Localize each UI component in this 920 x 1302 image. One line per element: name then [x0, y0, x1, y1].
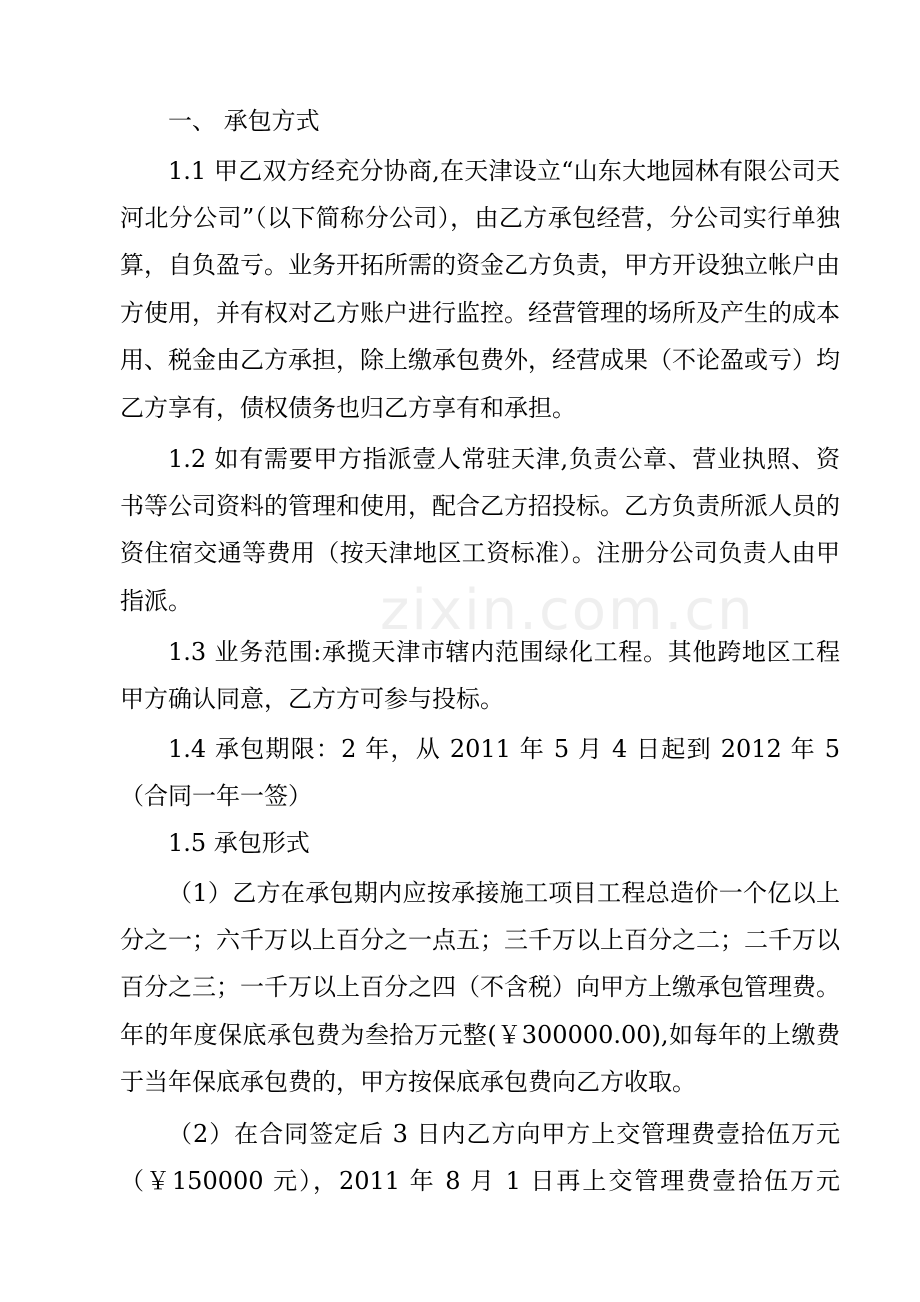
- paragraph-line: 方使用，并有权对乙方账户进行监控。经营管理的场所及产生的成本: [120, 299, 840, 327]
- paragraph-line: （2）在合同签定后 3 日内乙方向甲方上交管理费壹拾伍万元: [168, 1120, 840, 1148]
- paragraph-line: （合同一年一签）: [120, 782, 312, 810]
- paragraph-line: 1.1 甲乙双方经充分协商,在天津设立“山东大地园林有限公司天: [168, 157, 840, 185]
- paragraph-line: 1.3 业务范围:承揽天津市辖内范围绿化工程。其他跨地区工程: [168, 638, 840, 666]
- subheading: 1.5 承包形式: [168, 829, 310, 857]
- paragraph-line: 河北分公司”（以下简称分公司），由乙方承包经营，分公司实行单独: [120, 204, 840, 232]
- paragraph-line: 1.4 承包期限：2 年，从 2011 年 5 月 4 日起到 2012 年 5: [168, 735, 840, 763]
- paragraph-line: 用、税金由乙方承担，除上缴承包费外，经营成果（不论盈或亏）均: [120, 346, 840, 374]
- paragraph-line: 百分之三；一千万以上百分之四（不含税）向甲方上缴承包管理费。: [120, 973, 840, 1001]
- paragraph-line: 算，自负盈亏。业务开拓所需的资金乙方负责，甲方开设独立帐户由: [120, 251, 840, 279]
- paragraph-line: 乙方享有，债权债务也归乙方享有和承担。: [120, 394, 576, 422]
- paragraph-line: 于当年保底承包费的，甲方按保底承包费向乙方收取。: [120, 1068, 696, 1096]
- section-heading: 一、 承包方式: [168, 107, 320, 135]
- paragraph-line: 年的年度保底承包费为叁拾万元整(￥300000.00),如每年的上缴费: [120, 1021, 840, 1049]
- paragraph-line: （￥150000 元），2011 年 8 月 1 日再上交管理费壹拾伍万元: [120, 1167, 840, 1195]
- paragraph-line: 1.2 如有需要甲方指派壹人常驻天津,负责公章、营业执照、资: [168, 445, 840, 473]
- paragraph-line: （1）乙方在承包期内应按承接施工项目工程总造价一个亿以上: [168, 879, 840, 907]
- paragraph-line: 资住宿交通等费用（按天津地区工资标准）。注册分公司负责人由甲: [120, 539, 840, 567]
- paragraph-line: 书等公司资料的管理和使用，配合乙方招投标。乙方负责所派人员的: [120, 492, 840, 520]
- paragraph-line: 甲方确认同意，乙方方可参与投标。: [120, 685, 504, 713]
- watermark: zixin.com.cn: [380, 578, 755, 643]
- paragraph-line: 指派。: [120, 587, 192, 615]
- paragraph-line: 分之一；六千万以上百分之一点五；三千万以上百分之二；二千万以: [120, 926, 840, 954]
